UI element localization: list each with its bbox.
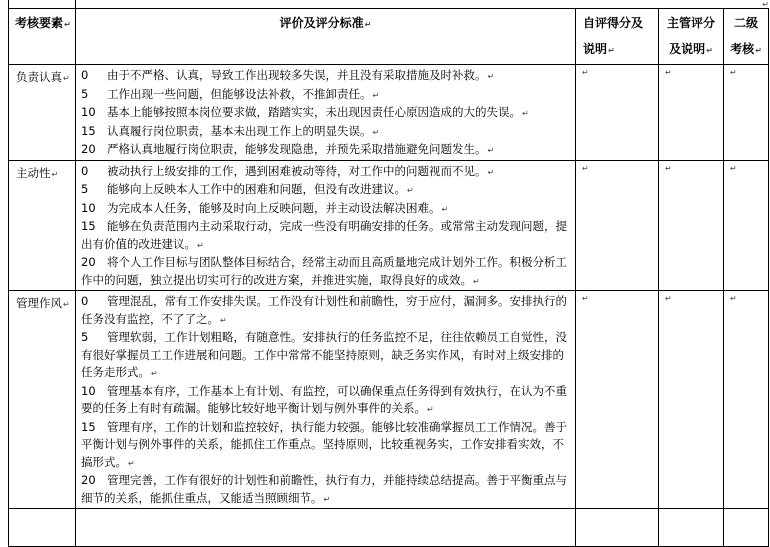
- paragraph-mark: ↵: [755, 46, 762, 55]
- criteria-text: 管理混乱，常有工作安排失误。工作没有计划性和前瞻性，穷于应付，漏洞多。安排执行的任务没有监控，不了了之。: [81, 294, 567, 326]
- criteria-item: [81, 200, 570, 219]
- paragraph-mark: ↵: [63, 74, 70, 83]
- score-value: 5: [81, 330, 89, 344]
- score-value: 10: [81, 200, 96, 215]
- header-label: 评价及评分标准↵: [279, 16, 372, 30]
- paragraph-mark: ↵: [372, 127, 380, 137]
- criteria-text: 为完成本人任务，能够及时向上反映问题，并主动设法解决困难。: [107, 200, 441, 215]
- supervisor-score-cell[interactable]: [659, 509, 724, 547]
- paragraph-mark: ↵: [665, 294, 672, 303]
- self-score-cell[interactable]: [576, 509, 659, 547]
- paragraph-mark: ↵: [220, 315, 227, 325]
- criteria-cell[interactable]: [76, 291, 576, 509]
- category-label: 负责认真: [16, 70, 62, 84]
- header-label: 主管评分: [666, 16, 715, 30]
- paragraph-mark: ↵: [128, 458, 135, 468]
- header-label: 说明↵: [583, 42, 615, 56]
- header-label: 考核要素↵: [15, 16, 71, 30]
- criteria-text: 由于不严格、认真，导致工作出现较多失误，并且没有采取措施及时补救。: [107, 68, 487, 82]
- paragraph-mark: ↵: [473, 276, 480, 286]
- header-criteria[interactable]: [76, 9, 576, 65]
- criteria-item: [81, 163, 570, 182]
- paragraph-mark: ↵: [730, 163, 737, 173]
- criteria-item: [81, 123, 570, 142]
- criteria-text: 认真履行岗位职责，基本未出现工作上的明显失误。: [107, 123, 372, 138]
- table-row: [9, 65, 769, 161]
- paragraph-mark: ↵: [487, 167, 495, 177]
- criteria-item: [81, 141, 570, 160]
- score-value: 20: [81, 255, 96, 269]
- criteria-item: [81, 254, 570, 290]
- criteria-text: 严格认真地履行岗位职责，能够发现隐患，并预先采取措施避免问题发生。: [107, 142, 487, 156]
- paragraph-mark: ↵: [608, 46, 615, 55]
- score-value: 10: [81, 383, 96, 398]
- criteria-item: [81, 293, 570, 329]
- category-cell[interactable]: [9, 509, 76, 547]
- table-row-partial: [9, 509, 769, 547]
- score-value: 5: [81, 86, 89, 101]
- paragraph-mark: ↵: [487, 146, 495, 155]
- category-label: 主动性: [16, 165, 51, 180]
- second-level-cell[interactable]: [724, 291, 769, 509]
- second-level-cell[interactable]: [724, 65, 769, 161]
- paragraph-mark: ↵: [364, 20, 372, 29]
- criteria-item: [81, 419, 570, 473]
- paragraph-mark: ↵: [582, 163, 589, 173]
- paragraph-mark: ↵: [372, 90, 380, 100]
- category-cell[interactable]: [9, 160, 76, 291]
- criteria-text: 基本上能够按照本岗位要求做，踏踏实实，未出现因责任心原因造成的大的失误。: [107, 105, 521, 119]
- category-label: 管理作风: [16, 296, 62, 310]
- header-label: 自评得分及: [583, 16, 644, 30]
- header-row: [9, 9, 769, 65]
- self-score-cell[interactable]: [576, 65, 659, 161]
- category-cell[interactable]: [9, 65, 76, 161]
- category-cell[interactable]: [9, 291, 76, 509]
- supervisor-score-cell[interactable]: [659, 291, 724, 509]
- paragraph-mark: ↵: [51, 169, 59, 179]
- criteria-item: [81, 329, 570, 383]
- score-value: 0: [81, 294, 89, 308]
- paragraph-mark: ↵: [762, 0, 769, 9]
- paragraph-mark: ↵: [730, 68, 737, 77]
- paragraph-mark: ↵: [64, 20, 71, 29]
- paragraph-mark: ↵: [197, 240, 204, 250]
- paragraph-mark: ↵: [441, 204, 449, 214]
- criteria-text: 管理软弱，工作计划粗略，有随意性。安排执行的任务监控不足，往往依赖员工自觉性，没有很好掌握员工工作进展和问题。工作中常常不能坚持原则，缺乏务实作风，有时对上级安排的任务走形式。: [81, 330, 567, 379]
- paragraph-mark: ↵: [407, 186, 414, 195]
- criteria-item: [81, 218, 570, 254]
- supervisor-score-cell[interactable]: [659, 160, 724, 291]
- paragraph-mark: ↵: [706, 46, 713, 55]
- score-value: 15: [81, 219, 96, 233]
- criteria-text: 管理完善，工作有很好的计划性和前瞻性，执行有力，并能持续总结提高。善于平衡重点与细节的关系，能抓住重点，又能适当照顾细节。: [81, 473, 567, 505]
- score-value: 0: [81, 68, 89, 82]
- criteria-item: [81, 181, 570, 200]
- paragraph-mark: ↵: [730, 294, 737, 303]
- self-score-cell[interactable]: [576, 291, 659, 509]
- table-row: [9, 291, 769, 509]
- header-assessment-elements[interactable]: [9, 9, 76, 65]
- self-score-cell[interactable]: [576, 160, 659, 291]
- score-value: 20: [81, 473, 96, 487]
- criteria-text: 工作出现一些问题，但能够设法补救，不推卸责任。: [107, 86, 372, 101]
- header-supervisor-score[interactable]: [659, 9, 724, 65]
- criteria-cell[interactable]: [76, 65, 576, 161]
- paragraph-mark: ↵: [323, 494, 331, 504]
- score-value: 15: [81, 123, 96, 138]
- paragraph-mark: ↵: [582, 294, 589, 303]
- score-value: 15: [81, 419, 96, 434]
- score-value: 10: [81, 105, 96, 119]
- second-level-cell[interactable]: [724, 160, 769, 291]
- header-label: 及说明↵: [669, 42, 713, 56]
- paragraph-mark: ↵: [151, 369, 158, 378]
- criteria-cell[interactable]: [76, 509, 576, 547]
- paragraph-mark: ↵: [665, 68, 672, 77]
- evaluation-criteria-table: [8, 8, 769, 547]
- criteria-item: [81, 104, 570, 123]
- criteria-item: [81, 86, 570, 105]
- paragraph-mark: ↵: [582, 68, 589, 77]
- criteria-cell[interactable]: [76, 160, 576, 291]
- paragraph-mark: ↵: [63, 300, 70, 309]
- score-value: 0: [81, 163, 89, 178]
- table-row: [9, 160, 769, 291]
- paragraph-mark: ↵: [522, 109, 529, 118]
- criteria-text: 被动执行上级安排的工作，遇到困难被动等待，对工作中的问题视而不见。: [107, 163, 487, 178]
- header-self-score[interactable]: [576, 9, 659, 65]
- header-label: 考核↵: [730, 42, 762, 56]
- paragraph-mark: ↵: [665, 163, 672, 173]
- paragraph-mark: ↵: [427, 405, 434, 414]
- criteria-text: 能够向上反映本人工作中的困难和问题，但没有改进建议。: [107, 182, 406, 196]
- header-label: 二级: [733, 16, 758, 30]
- header-second-level[interactable]: [724, 9, 769, 65]
- criteria-item: [81, 67, 570, 86]
- criteria-item: [81, 472, 570, 508]
- criteria-item: [81, 383, 570, 419]
- criteria-text: 将个人工作目标与团队整体目标结合，经常主动而且高质量地完成计划外工作。积极分析工作中的问题，独立提出切实可行的改进方案，并推进实施，取得良好的成效。: [81, 255, 567, 287]
- criteria-text: 管理基本有序，工作基本上有计划、有监控，可以确保重点任务得到有效执行，在认为不重要的任务上有时有疏漏。能够比较好地平衡计划与例外事件的关系。: [81, 383, 567, 415]
- supervisor-score-cell[interactable]: [659, 65, 724, 161]
- criteria-text: 能够在负责范围内主动采取行动，完成一些没有明确安排的任务。或常常主动发现问题，提出有价值的改进建议。: [81, 219, 567, 251]
- second-level-cell[interactable]: [724, 509, 769, 547]
- criteria-text: 管理有序，工作的计划和监控较好，执行能力较强。能够比较准确掌握员工工作情况。善于平衡计划与例外事件的关系，能抓住工作重点。坚持原则，比较重视务实，工作安排看实效，不搞形式。: [81, 419, 567, 469]
- score-value: 20: [81, 142, 96, 156]
- score-value: 5: [81, 182, 89, 196]
- paragraph-mark: ↵: [487, 72, 495, 81]
